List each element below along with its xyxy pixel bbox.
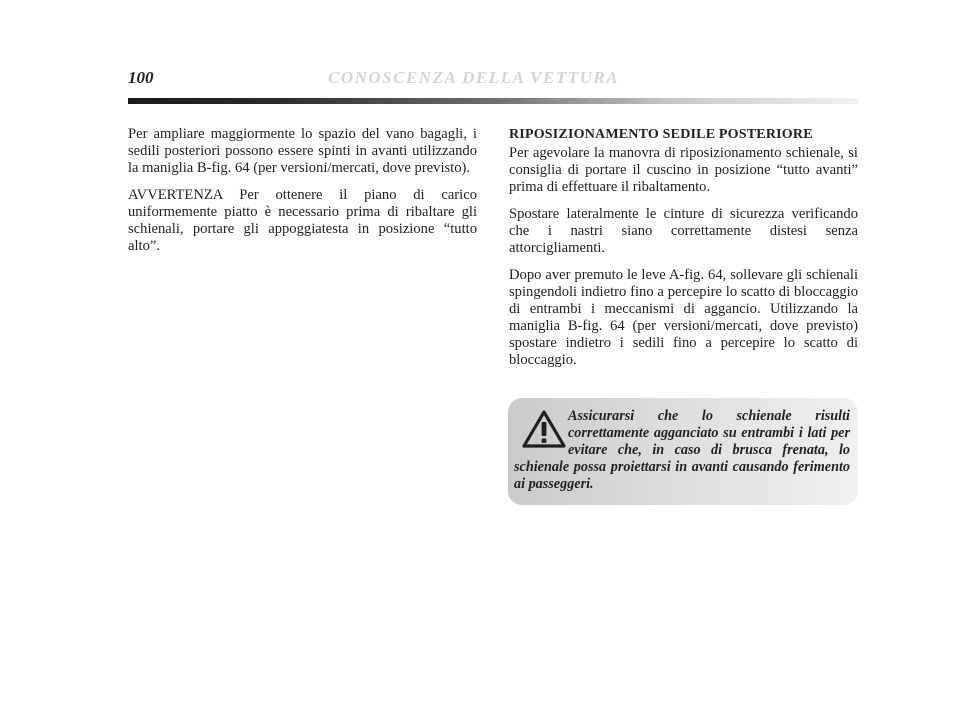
page-number: 100 xyxy=(128,68,154,87)
left-column xyxy=(128,126,477,265)
section-heading: RIPOSIZIONAMENTO SEDILE POSTERIORE xyxy=(509,127,813,142)
right-column xyxy=(509,126,858,379)
warning-text: Assicurarsi che lo schienale risulti correttamente agganciato su entrambi i lati per evitare che, in caso di brusca frenata, lo schienale possa proiettarsi in avanti causando ferimento ai passeggeri. xyxy=(514,408,850,492)
paragraph: Per agevolare la manovra di riposizionamento schienale, si consiglia di portare il cuscino in posizione “tutto avanti” prima di effettuare il ribaltamento. xyxy=(509,145,858,195)
paragraph: Per ampliare maggiormente lo spazio del vano bagagli, i sedili posteriori possono essere spinti in avanti utilizzando la maniglia B-fig. 64 (per versioni/mercati, dove previsto). xyxy=(128,126,477,176)
header-rule xyxy=(128,98,858,104)
paragraph: Spostare lateralmente le cinture di sicurezza verificando che i nastri siano correttamente distesi senza attorcigliamenti. xyxy=(509,206,858,256)
warning-box xyxy=(508,398,858,505)
paragraph: Dopo aver premuto le leve A-fig. 64, sollevare gli schienali spingendoli indietro fino a percepire lo scatto di bloccaggio di entrambi i meccanismi di aggancio. Utilizzando la maniglia B-fig. 64 (per versioni/mercati, dove previsto) spostare indietro i sedili fino a percepire lo scatto di bloccaggio. xyxy=(509,267,858,368)
paragraph: AVVERTENZA Per ottenere il piano di carico uniformemente piatto è necessario prima di ribaltare gli schienali, portare gli appoggiatesta in posizione “tutto alto”. xyxy=(128,187,477,254)
section-title: CONOSCENZA DELLA VETTURA xyxy=(328,68,620,87)
